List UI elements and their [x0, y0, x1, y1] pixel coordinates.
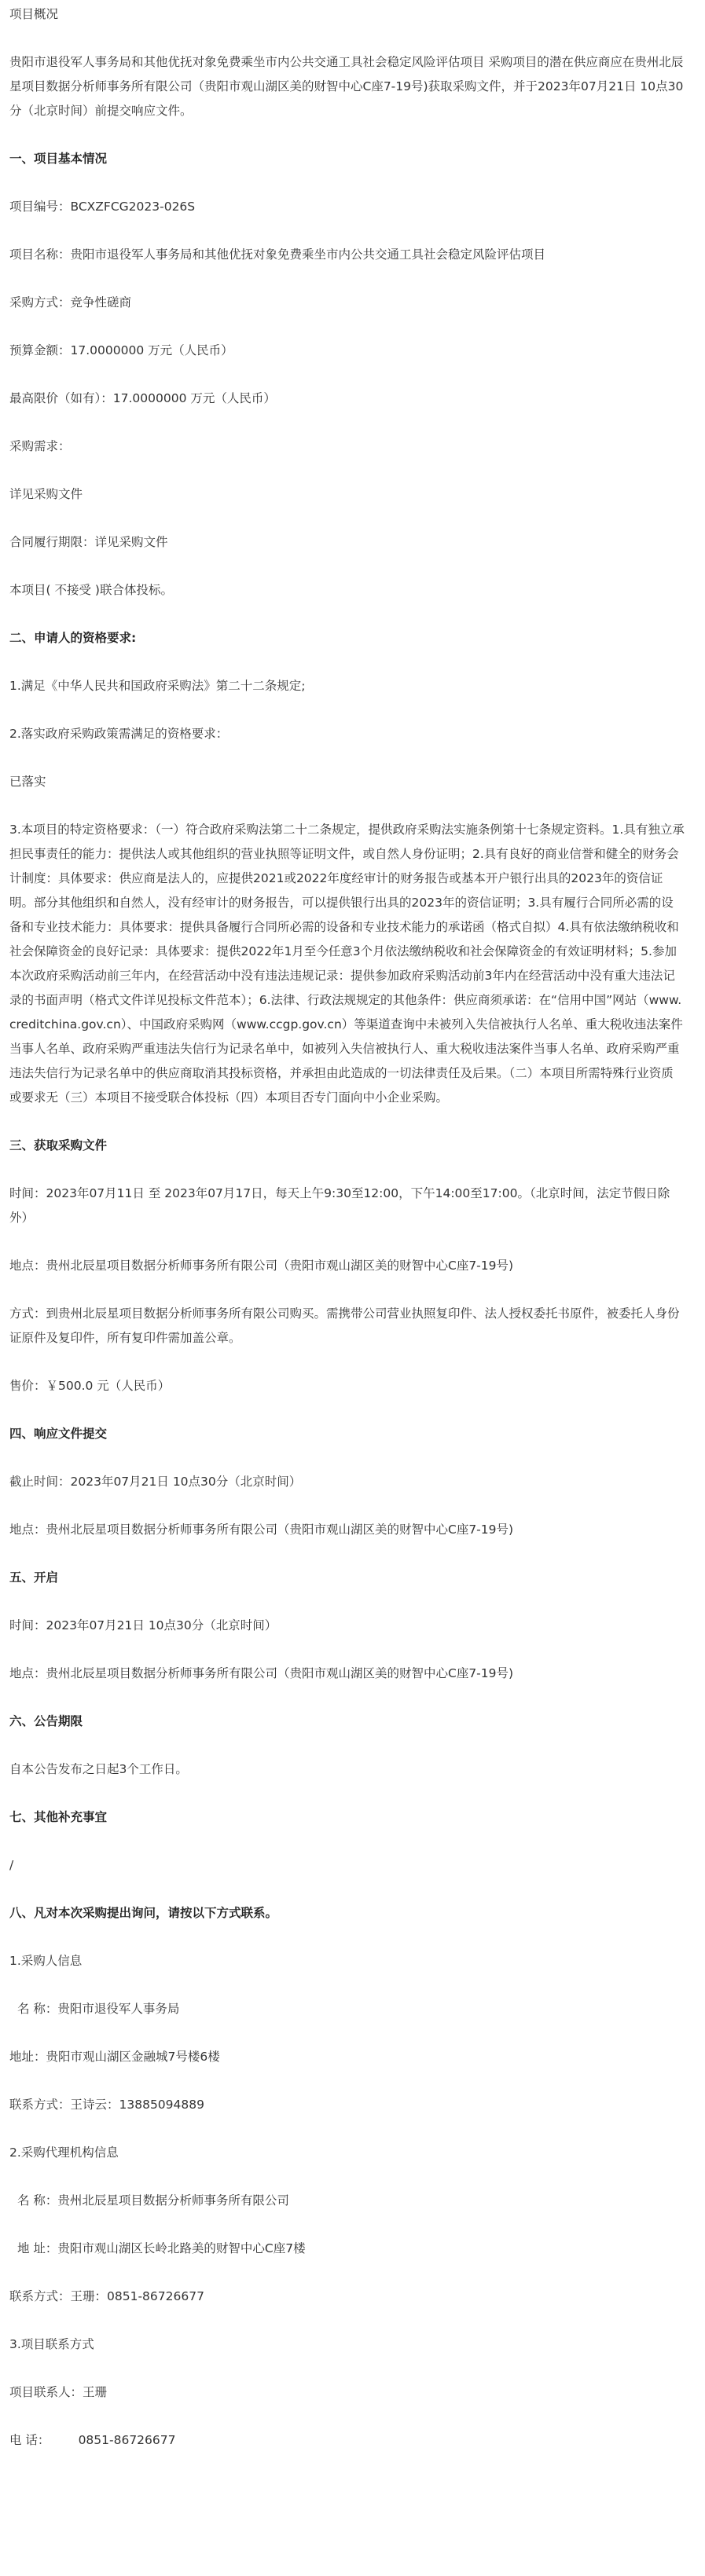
notice-period: 自本公告发布之日起3个工作日。 — [9, 1762, 188, 1776]
agency-info-title: 2.采购代理机构信息 — [9, 2145, 119, 2160]
procurement-method: 采购方式：竞争性磋商 — [9, 295, 132, 310]
project-name: 项目名称：贵阳市退役军人事务局和其他优抚对象免费乘坐市内公共交通工具社会稳定风险评估项目 — [9, 247, 546, 262]
section-7-heading: 七、其他补充事宜 — [9, 1810, 108, 1824]
opening-place: 地点：贵州北辰星项目数据分析师事务所有限公司（贵阳市观山湖区美的财智中心C座7-19号) — [9, 1666, 514, 1680]
obtain-time: 时间：2023年07月11日 至 2023年07月17日，每天上午9:30至12:00，下午14:00至17:00。（北京时间，法定节假日除外） — [9, 1186, 670, 1225]
section-5-heading: 五、开启 — [9, 1570, 59, 1585]
requirement-1: 1.满足《中华人民共和国政府采购法》第二十二条规定; — [9, 679, 306, 693]
agency-name: 名 称：贵州北辰星项目数据分析师事务所有限公司 — [17, 2193, 289, 2208]
requirement-3: 3.本项目的特定资格要求：（一）符合政府采购法第二十二条规定，提供政府采购法实施条例第十七条规定资料。1.具有独立承担民事责任的能力：提供法人或其他组织的营业执照等证明文件，或自然人身份证明；2.具有良好的商业信誉和健全的财务会计制度：具体要求：供应商是法人的，应提供2021或2022年度经审计的财务报告或基本开户银行出具的2023年的资信证明。部分其他组织和自然人，没有经审计的财务报告，可以提供银行出具的2023年的资信证明；3.具有履行合同所必需的设备和专业技术能力：具体要求：提供具备履行合同所必需的设备和专业技术能力的承诺函（格式自拟）4.具有依法缴纳税收和社会保障资金的良好记录：具体要求：提供2022年1月至今任意3个月依法缴纳税收和社会保障资金的有效证明材料；5.参加本次政府采购活动前三年内，在经营活动中没有违法违规记录：提供参加政府采购活动前3年内在经营活动中没有重大违法记录的书面声明（格式文件详见投标文件范本）；6.法律、行政法规规定的其他条件：供应商须承诺：在“信用中国”网站（www.creditchina.gov.cn）、中国政府采购网（www.ccgp.gov.cn）等渠道查询中未被列入失信被执行人名单、重大税收违法案件当事人名单、政府采购严重违法失信行为记录名单中，如被列入失信被执行人、重大税收违法案件当事人名单、政府采购严重违法失信行为记录名单中的供应商取消其投标资格，并承担由此造成的一切法律责任及后果。（二）本项目所需特殊行业资质或要求无（三）本项目不接受联合体投标（四）本项目否专门面向中小企业采购。 — [9, 823, 685, 1105]
section-4-heading: 四、响应文件提交 — [9, 1427, 108, 1441]
project-contact-person: 项目联系人：王珊 — [9, 2385, 108, 2399]
consortium-note: 本项目( 不接受 )联合体投标。 — [9, 583, 173, 597]
section-1-heading: 一、项目基本情况 — [9, 152, 108, 166]
phone-label: 电 话： — [9, 2433, 50, 2447]
buyer-name: 名 称：贵阳市退役军人事务局 — [17, 2002, 180, 2016]
buyer-address: 地址：贵阳市观山湖区金融城7号楼6楼 — [9, 2050, 220, 2064]
contract-period: 合同履行期限：详见采购文件 — [9, 535, 168, 549]
section-8-heading: 八、凡对本次采购提出询问，请按以下方式联系。 — [9, 1906, 278, 1920]
agency-address: 地 址：贵阳市观山湖区长岭北路美的财智中心C座7楼 — [17, 2241, 306, 2255]
submission-deadline: 截止时间：2023年07月21日 10点30分（北京时间） — [9, 1475, 302, 1489]
obtain-place: 地点：贵州北辰星项目数据分析师事务所有限公司（贵阳市观山湖区美的财智中心C座7-19号) — [9, 1259, 514, 1273]
budget-amount: 预算金额：17.0000000 万元（人民币） — [9, 343, 233, 357]
max-price: 最高限价（如有）：17.0000000 万元（人民币） — [9, 391, 276, 405]
project-contact-title: 3.项目联系方式 — [9, 2337, 94, 2351]
section-3-heading: 三、获取采购文件 — [9, 1138, 108, 1152]
section-2-heading: 二、申请人的资格要求: — [9, 631, 137, 645]
project-number: 项目编号：BCXZFCG2023-026S — [9, 200, 196, 214]
procurement-needs-label: 采购需求： — [9, 439, 71, 453]
other-matters: / — [9, 1858, 14, 1872]
requirement-2-value: 已落实 — [9, 775, 46, 789]
document-price: 售价：￥500.0 元（人民币） — [9, 1379, 171, 1393]
phone-value: 0851-86726677 — [78, 2433, 176, 2447]
buyer-contact: 联系方式：王诗云：13885094889 — [9, 2098, 204, 2112]
section-6-heading: 六、公告期限 — [9, 1714, 83, 1728]
requirement-2: 2.落实政府采购政策需满足的资格要求： — [9, 727, 229, 741]
opening-time: 时间：2023年07月21日 10点30分（北京时间） — [9, 1618, 277, 1632]
agency-contact: 联系方式：王珊：0851-86726677 — [9, 2289, 204, 2303]
announcement-document — [0, 2, 705, 2453]
project-contact-phone — [9, 2428, 685, 2453]
overview-body: 贵阳市退役军人事务局和其他优抚对象免费乘坐市内公共交通工具社会稳定风险评估项目 采购项目的潜在供应商应在贵州北辰星项目数据分析师事务所有限公司（贵阳市观山湖区美的财智中心C座7-19号)获取采购文件，并于2023年07月21日 10点30分（北京时间）前提交响应文件。 — [9, 55, 684, 118]
submission-place: 地点：贵州北辰星项目数据分析师事务所有限公司（贵阳市观山湖区美的财智中心C座7-19号) — [9, 1523, 514, 1537]
buyer-info-title: 1.采购人信息 — [9, 1954, 83, 1968]
procurement-needs-value: 详见采购文件 — [9, 487, 83, 501]
overview-heading: 项目概况 — [9, 7, 59, 21]
obtain-way: 方式：到贵州北辰星项目数据分析师事务所有限公司购买。需携带公司营业执照复印件、法人授权委托书原件，被委托人身份证原件及复印件，所有复印件需加盖公章。 — [9, 1306, 680, 1345]
